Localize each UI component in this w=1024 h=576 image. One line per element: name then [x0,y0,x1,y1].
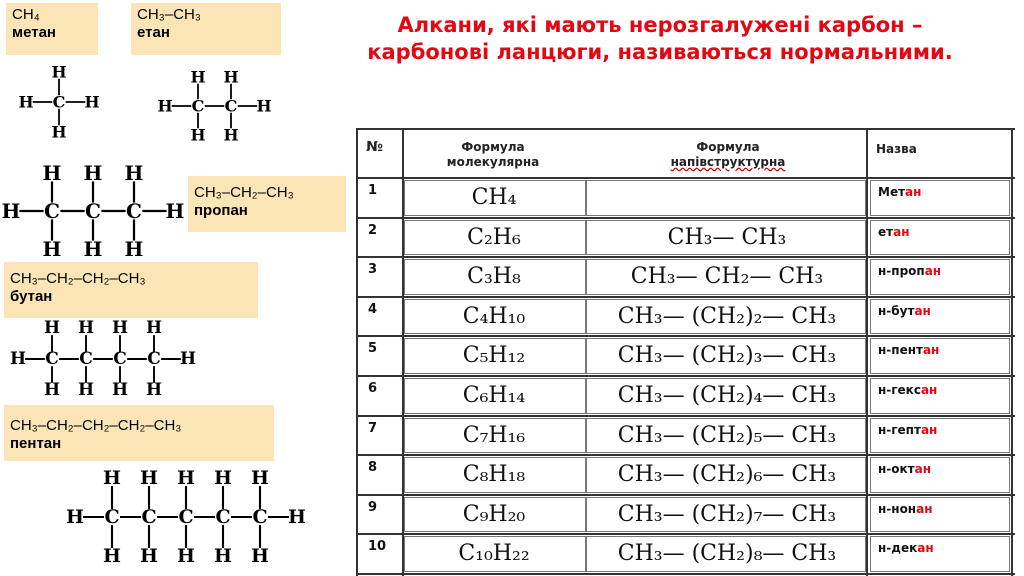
semistructural-cell-frame [586,536,866,572]
name-cell-frame [870,378,1010,414]
name-prefix: н-гекс [878,383,921,397]
molecular-formula: C₈H₁₈ [462,462,526,488]
name-cell-frame [870,220,1010,256]
semistructural-cell-frame [586,180,866,216]
carbon-atom: C [215,506,231,528]
name-prefix: н-дек [878,541,918,556]
propane-name: пропан [194,202,248,219]
header-semistructural-line1: Формула [696,140,760,154]
molecular-formula: C₆H₁₄ [462,383,526,408]
hydrogen-atom: H [177,545,195,567]
name-prefix: н-проп [878,264,925,279]
semistructural-cell-frame [586,338,866,374]
hydrogen-atom: H [103,467,121,489]
header-name: Назва [876,142,917,156]
hydrogen-atom: H [140,467,158,489]
name-suffix: ан [920,383,938,397]
carbon-atom: C [191,96,205,116]
hydrogen-atom: H [111,380,129,400]
pentane-name: пентан [10,435,62,452]
row-number: 8 [368,460,378,476]
semistructural-formula: CH₃— (CH₂)₆— CH₃ [617,462,837,488]
table-row [358,417,1015,457]
molecular-formula: C₄H₁₀ [462,303,526,329]
slide-title: Алкани, які мають нерозгалужені карбон – карбонові ланцюги, називаються нормальними. [367,13,953,64]
carbon-atom: C [85,199,101,223]
row-number: 1 [368,183,378,198]
pentane-formula: CH₃–CH₂–CH₂–CH₂–CH₃ [10,417,182,434]
name-cell-frame [870,338,1010,374]
methane-formula: CH₄ [12,6,40,23]
hydrogen-atom: H [43,318,61,338]
molecular-cell-frame [404,418,586,454]
molecular-cell-frame [404,338,586,374]
name-prefix: н-окт [878,462,915,477]
name-suffix: ан [914,462,932,477]
header-molecular-line2: молекулярна [446,155,540,169]
row-number: 10 [368,539,387,555]
name-prefix: н-пент [878,343,923,358]
hydrogen-atom: H [251,467,269,489]
molecular-formula: C₉H₂₀ [462,501,526,527]
semistructural-cell-frame [586,299,866,335]
molecular-formula: C₁₀H₂₂ [458,541,530,567]
semistructural-formula: CH₃— CH₂— CH₃ [630,264,824,290]
header-semistructural [638,140,818,170]
semistructural-formula: CH₃— (CH₂)₃— CH₃ [617,343,837,369]
carbon-atom: C [224,96,238,116]
header-semistructural-line2: напівструктурна [670,155,786,169]
propane-formula: CH₃–CH₂–CH₃ [194,184,294,201]
name-suffix: ан [922,343,940,358]
hydrogen-atom: H [251,545,269,567]
semistructural-cell-frame [586,418,866,454]
name-suffix: ан [916,501,933,516]
carbon-atom: C [104,506,120,528]
hydrogen-atom: H [223,67,239,87]
hydrogen-atom: H [51,62,67,82]
table-row [358,377,1015,417]
name-suffix: ан [905,185,922,199]
hydrogen-atom: H [84,92,100,112]
row-number: 4 [368,301,378,317]
hydrogen-atom: H [179,349,197,369]
carbon-atom: C [113,349,127,369]
name-suffix: ан [893,224,910,239]
name-prefix: ет [878,224,894,239]
carbon-atom: C [79,349,93,369]
hydrogen-atom: H [51,122,67,142]
semistructural-cell-frame [586,259,866,295]
name-cell-frame [870,180,1010,216]
semistructural-formula: CH₃— (CH₂)₅— CH₃ [617,422,837,448]
row-number: 7 [368,420,378,436]
semistructural-cell-frame [586,220,866,256]
name-cell-frame [870,299,1010,335]
carbon-atom: C [52,92,66,112]
table-row [358,337,1015,377]
molecular-cell-frame [404,378,586,414]
molecular-cell-frame [404,536,586,572]
row-number: 6 [368,381,378,396]
molecular-cell-frame [404,299,586,335]
molecular-cell-frame [404,180,586,216]
name-prefix: н-гепт [878,422,921,437]
table-row [358,496,1015,536]
table-header-row [358,130,1015,179]
molecular-cell-frame [404,220,586,256]
name-cell-frame [870,418,1010,454]
hydrogen-atom: H [9,349,27,369]
hydrogen-atom: H [288,506,306,528]
hydrogen-atom: H [223,125,239,145]
carbon-atom: C [126,199,142,223]
hydrogen-atom: H [124,237,144,261]
semistructural-formula: CH₃— (CH₂)₄— CH₃ [617,383,837,408]
table-row [358,298,1015,338]
methane-name: метан [12,24,56,41]
table-row [358,456,1015,496]
table-row [358,535,1015,575]
name-suffix: ан [917,541,934,556]
name-prefix: н-бут [878,303,915,318]
hydrogen-atom: H [124,161,144,185]
hydrogen-atom: H [66,506,84,528]
header-molecular-line1: Формула [461,140,525,154]
hydrogen-atom: H [256,96,272,116]
hydrogen-atom: H [1,199,21,223]
carbon-atom: C [147,349,161,369]
molecular-cell-frame [404,497,586,533]
name-cell-frame [870,457,1010,493]
carbon-atom: C [45,349,59,369]
semistructural-cell-frame [586,378,866,414]
molecular-formula: C₅H₁₂ [462,343,526,369]
hydrogen-atom: H [165,199,185,223]
carbon-atom: C [141,506,157,528]
butane-name: бутан [10,288,53,305]
structural-formulas [0,0,350,574]
hydrogen-atom: H [18,92,34,112]
hydrogen-atom: H [103,545,121,567]
molecular-formula: C₃H₈ [467,264,521,290]
hydrogen-atom: H [43,380,61,400]
molecular-cell-frame [404,457,586,493]
name-cell-frame [870,536,1010,572]
name-cell-frame [870,259,1010,295]
name-prefix: н-нон [878,501,917,516]
butane-formula: CH₃–CH₂–CH₂–CH₃ [10,270,146,287]
hydrogen-atom: H [140,545,158,567]
ethane-formula: CH₃–CH₃ [137,6,201,23]
molecular-cell-frame [404,259,586,295]
hydrogen-atom: H [42,161,62,185]
hydrogen-atom: H [214,545,232,567]
hydrogen-atom: H [145,380,163,400]
semistructural-cell-frame [586,497,866,533]
hydrogen-atom: H [190,125,206,145]
carbon-atom: C [252,506,268,528]
carbon-atom: C [178,506,194,528]
hydrogen-atom: H [190,67,206,87]
table-row [358,219,1015,259]
hydrogen-atom: H [145,318,163,338]
name-cell-frame [870,497,1010,533]
hydrogen-atom: H [157,96,173,116]
ethane-name: етан [137,24,170,41]
semistructural-cell-frame [586,457,866,493]
molecular-formula: CH₄ [471,185,517,210]
row-number: 3 [368,262,378,278]
table-row [358,258,1015,298]
hydrogen-atom: H [83,237,103,261]
semistructural-formula: CH₃— (CH₂)₇— CH₃ [617,501,837,527]
hydrogen-atom: H [77,318,95,338]
hydrogen-atom: H [111,318,129,338]
hydrogen-atom: H [83,161,103,185]
name-prefix: Мет [878,185,906,199]
row-number: 2 [368,222,378,238]
hydrogen-atom: H [77,380,95,400]
row-number: 9 [368,499,378,515]
header-molecular [418,140,568,170]
carbon-atom: C [44,199,60,223]
name-suffix: ан [920,422,938,437]
molecular-formula: C₂H₆ [467,224,521,250]
header-no: № [366,139,383,155]
table-row [358,179,1015,219]
semistructural-formula: CH₃— CH₃ [667,224,787,250]
hydrogen-atom: H [177,467,195,489]
semistructural-formula: CH₃— (CH₂)₈— CH₃ [617,541,837,567]
name-suffix: ан [924,264,942,279]
semistructural-formula: CH₃— (CH₂)₂— CH₃ [617,303,837,329]
name-suffix: ан [914,303,931,318]
hydrogen-atom: H [42,237,62,261]
hydrogen-atom: H [214,467,232,489]
molecular-formula: C₇H₁₆ [462,422,526,448]
row-number: 5 [368,341,378,357]
alkanes-table [356,128,1015,576]
